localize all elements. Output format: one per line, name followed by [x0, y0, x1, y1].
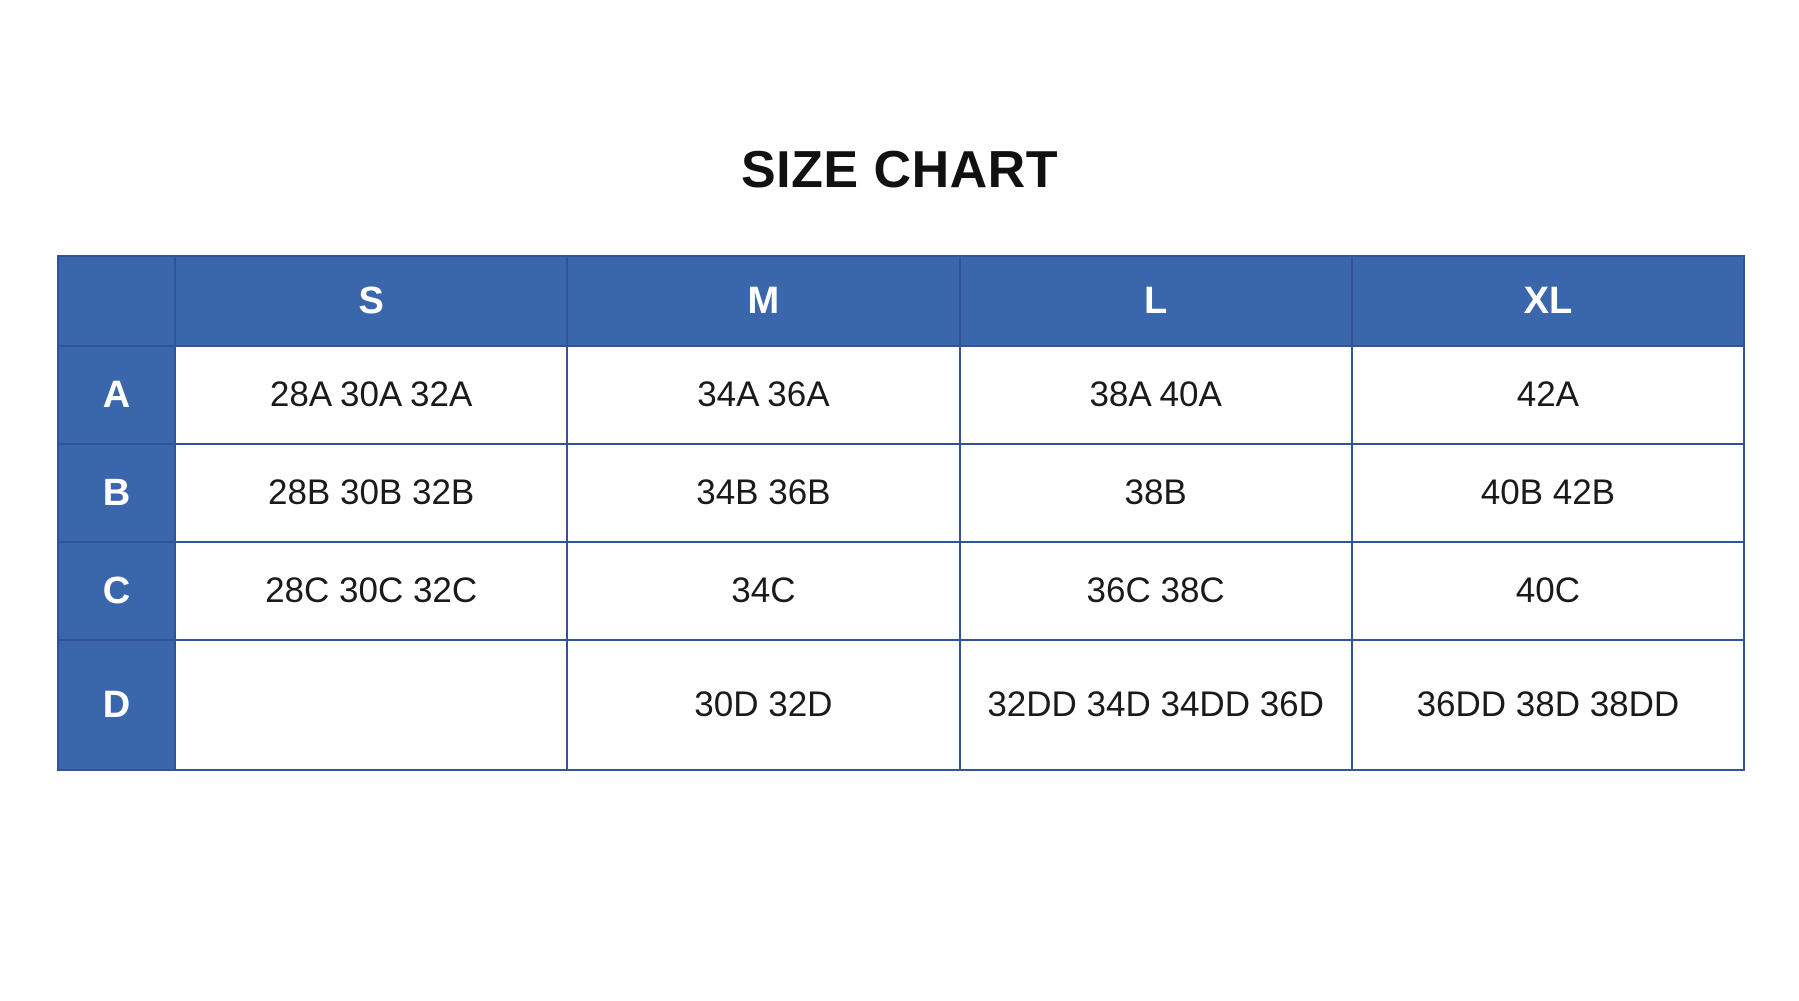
row-header-c: C	[58, 542, 175, 640]
cell-c-m: 34C	[567, 542, 959, 640]
table-row	[58, 542, 1744, 640]
page-title: SIZE CHART	[741, 141, 1058, 199]
cell-a-m: 34A 36A	[567, 346, 959, 444]
row-header-d: D	[58, 640, 175, 770]
cell-b-s: 28B 30B 32B	[175, 444, 567, 542]
row-header-b: B	[58, 444, 175, 542]
cell-b-l: 38B	[960, 444, 1352, 542]
table-corner-cell	[58, 256, 175, 346]
cell-c-xl: 40C	[1352, 542, 1744, 640]
cell-b-xl: 40B 42B	[1352, 444, 1744, 542]
column-header-s: S	[175, 256, 567, 346]
row-header-a: A	[58, 346, 175, 444]
cell-d-l: 32DD 34D 34DD 36D	[960, 640, 1352, 770]
table-header-row	[58, 256, 1744, 346]
cell-d-xl: 36DD 38D 38DD	[1352, 640, 1744, 770]
table-body	[58, 346, 1744, 770]
cell-b-m: 34B 36B	[567, 444, 959, 542]
cell-c-l: 36C 38C	[960, 542, 1352, 640]
cell-c-s: 28C 30C 32C	[175, 542, 567, 640]
column-header-xl: XL	[1352, 256, 1744, 346]
column-header-m: M	[567, 256, 959, 346]
cell-a-l: 38A 40A	[960, 346, 1352, 444]
table-row	[58, 346, 1744, 444]
cell-a-xl: 42A	[1352, 346, 1744, 444]
size-chart-table	[57, 255, 1745, 771]
size-chart-table-wrapper	[57, 255, 1745, 771]
cell-d-m: 30D 32D	[567, 640, 959, 770]
cell-a-s: 28A 30A 32A	[175, 346, 567, 444]
table-row	[58, 444, 1744, 542]
table-row	[58, 640, 1744, 770]
cell-d-s	[175, 640, 567, 770]
column-header-l: L	[960, 256, 1352, 346]
table-header	[58, 256, 1744, 346]
